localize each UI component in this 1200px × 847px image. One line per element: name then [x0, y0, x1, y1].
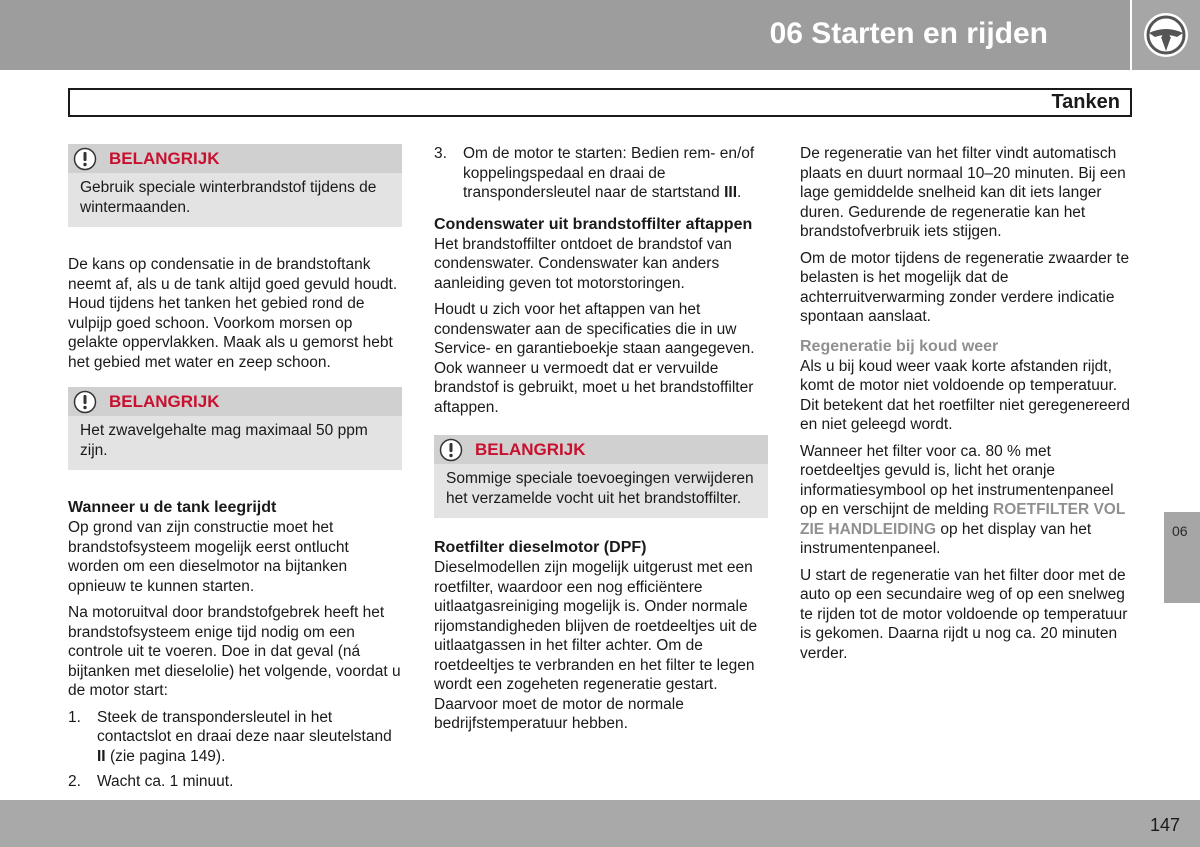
section-title: Tanken	[1051, 91, 1120, 113]
paragraph: De regeneratie van het filter vindt automatisch plaats en duurt normaal 10–20 minuten. Bij een lage gemiddelde snelheid kan dit iets langer duren. Gedurende de regeneratie kan het brandstofverbruik iets stijgen.	[800, 145, 1126, 240]
paragraph-text: Wanneer het filter voor ca. 80 % met roetdeeltjes gevuld is, licht het oranje informatiesymbool op het instrumentenpaneel op en verschijnt de melding	[800, 442, 1114, 518]
paragraph: Op grond van zijn constructie moet het brandstofsysteem mogelijk eerst ontlucht worden om een dieselmotor na bijtanken opnieuw te kunnen starten.	[68, 519, 349, 595]
side-tab-label: 06	[1172, 523, 1188, 539]
important-box	[68, 144, 402, 227]
step-text: Steek de transpondersleutel in het contactslot en draai deze naar sleutelstand	[97, 708, 392, 745]
paragraph-text: op het display van het instrumentenpaneel.	[800, 520, 1092, 557]
important-text: Sommige speciale toevoegingen verwijderen het verzamelde vocht uit het brandstoffilter.	[446, 470, 754, 507]
important-label: BELANGRIJK	[109, 392, 220, 411]
list-item	[68, 708, 402, 767]
footer-band	[0, 800, 1200, 847]
exclamation-icon	[73, 147, 97, 171]
column-2	[434, 144, 768, 741]
steering-wheel-icon	[1142, 11, 1190, 59]
paragraph: Dieselmodellen zijn mogelijk uitgerust met een roetfilter, waardoor een nog efficiëntere uitlaatgasreiniging mogelijk is. Onder normale rijomstandigheden blijven de roetdeeltjes uit de uitlaatgassen in het filter achter. Om de roetdeeltjes te verbranden en het filter te legen wordt een zogeheten regeneratie gestart. Daarvoor moet de motor de normale bedrijfstemperatuur hebben.	[434, 559, 758, 732]
paragraph: U start de regeneratie van het filter door met de auto op een secundaire weg of op een snelweg te rijden tot de motor voldoende op temperatuur is gekomen. Daarna rijdt u nog ca. 20 minuten verder.	[800, 566, 1128, 662]
header-band	[0, 0, 1130, 70]
step-number: 2.	[68, 773, 81, 790]
chapter-side-tab[interactable]	[1164, 512, 1200, 603]
exclamation-icon	[439, 438, 463, 462]
list-item	[68, 772, 402, 792]
important-label: BELANGRIJK	[475, 440, 586, 459]
paragraph: De kans op condensatie in de brandstoftank neemt af, als u de tank altijd goed gevuld houdt. Houd tijdens het tanken het gebied rond de vulpijp goed schoon. Voorkom morsen op gelakte oppervlakken. Maak als u gemorst hebt het gebied met water en zeep schoon.	[68, 256, 398, 371]
column-3	[800, 144, 1134, 670]
chapter-title: 06 Starten en rijden	[769, 17, 1048, 50]
important-label: BELANGRIJK	[109, 149, 220, 168]
step-number: 3.	[434, 145, 447, 162]
step-text: Om de motor te starten: Bedien rem- en/of koppelingspedaal en draai de transpondersleutel naar de startstand	[463, 145, 755, 201]
paragraph: Als u bij koud weer vaak korte afstanden rijdt, komt de motor niet voldoende op temperatuur. Dit betekent dat het roetfilter niet geregenereerd en niet geleegd wordt.	[800, 357, 1131, 433]
paragraph	[800, 442, 1134, 559]
important-box	[68, 387, 402, 470]
chapter-icon-box	[1132, 0, 1200, 70]
column-1	[68, 144, 402, 799]
display-message: ROETFILTER VOL ZIE HANDLEIDING	[800, 501, 1126, 538]
step-number: 1.	[68, 708, 81, 726]
subheading: Roetfilter dieselmotor (DPF)	[434, 539, 647, 556]
section-bar	[68, 88, 1132, 117]
key-position: III	[724, 184, 738, 201]
exclamation-icon	[73, 390, 97, 414]
steps-list	[68, 708, 402, 792]
important-header	[68, 144, 402, 173]
important-text: Gebruik speciale winterbrandstof tijdens de wintermaanden.	[80, 179, 377, 216]
key-position: II	[97, 747, 106, 765]
important-text: Het zwavelgehalte mag maximaal 50 ppm zijn.	[80, 422, 368, 459]
steps-list	[434, 144, 768, 203]
subheading: Regeneratie bij koud weer	[800, 337, 999, 355]
important-header	[434, 435, 768, 464]
paragraph: Houdt u zich voor het aftappen van het condenswater aan de specificaties die in uw Service- en garantieboekje staan aangegeven. Ook wanneer u vermoedt dat er vervuilde brandstof is gebruikt, moet u het brandstoffilter aftappen.	[434, 301, 755, 416]
step-end: .	[737, 184, 742, 201]
important-header	[68, 387, 402, 416]
subheading: Condenswater uit brandstoffilter aftappen	[434, 215, 753, 233]
step-text: Wacht ca. 1 minuut.	[97, 773, 234, 790]
page-number: 147	[1149, 815, 1180, 835]
page-reference[interactable]: (zie pagina 149).	[109, 747, 226, 765]
paragraph: Het brandstoffilter ontdoet de brandstof van condenswater. Condenswater kan anders aanleiding geven tot motorstoringen.	[434, 235, 732, 292]
paragraph: Na motoruitval door brandstofgebrek heeft het brandstofsysteem enige tijd nodig om een controle uit te voeren. Doe in dat geval (ná bijtanken met dieselolie) het volgende, voordat u de motor start:	[68, 604, 401, 699]
subheading: Wanneer u de tank leegrijdt	[68, 499, 277, 516]
important-box	[434, 435, 768, 518]
list-item	[434, 144, 768, 203]
paragraph: Om de motor tijdens de regeneratie zwaarder te belasten is het mogelijk dat de achterruitverwarming zonder verdere indicatie spontaan aanslaat.	[800, 249, 1130, 325]
